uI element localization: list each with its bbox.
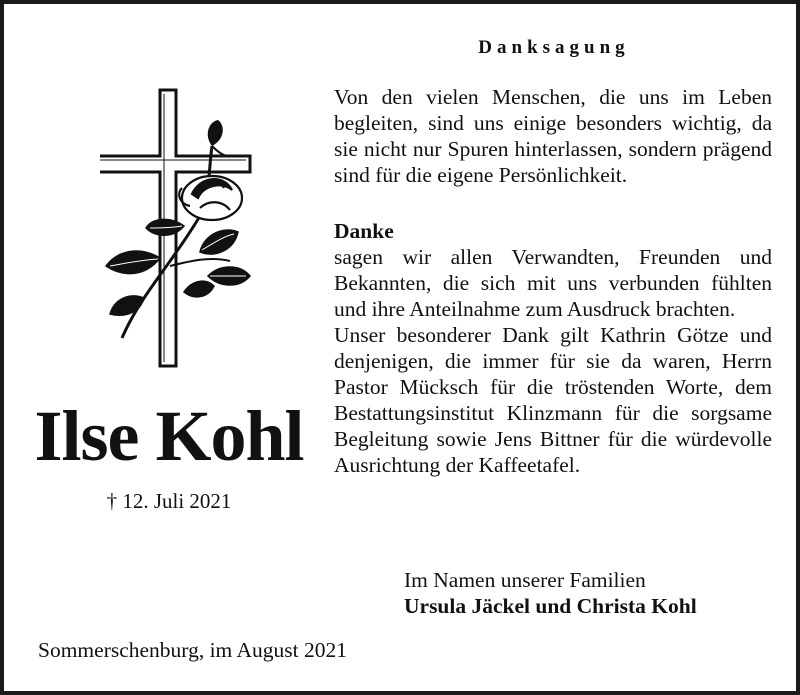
death-date: † 12. Juli 2021: [106, 489, 232, 513]
thanks-text: sagen wir allen Verwandten, Freunden und Bekannten, die sich mit uns verbunden fühlten und ihre Anteilnahme zum Ausdruck brachten.: [334, 245, 772, 321]
signoff-intro: Im Namen unserer Familien: [404, 568, 646, 592]
signoff: [404, 567, 697, 619]
deceased-name: Ilse Kohl: [34, 396, 304, 476]
danke-label: Danke: [334, 219, 394, 243]
thanks-section: [334, 218, 772, 478]
signoff-names: Ursula Jäckel und Christa Kohl: [404, 594, 697, 618]
special-thanks-text: Unser besonderer Dank gilt Kathrin Götze und denjenigen, die immer für sie da waren, Herrn Pastor Mücksch für die tröstenden Worte, dem Bestattungsinstitut Klinzmann für die sorgsame Begleitung sowie Jens Bittner für die würdevolle Ausrichtung der Kaffeetafel.: [334, 323, 772, 477]
intro-text: Von den vielen Menschen, die uns im Leben begleiten, sind uns einige besonders wichtig, da sie nicht nur Spuren hinterlassen, sondern prägend sind für die eigene Persönlichkeit.: [334, 85, 772, 187]
notice-heading: Danksagung: [478, 37, 630, 58]
cross-with-rose-icon: [100, 86, 260, 370]
place-date: Sommerschenburg, im August 2021: [38, 638, 347, 662]
intro-paragraph: [334, 84, 772, 188]
